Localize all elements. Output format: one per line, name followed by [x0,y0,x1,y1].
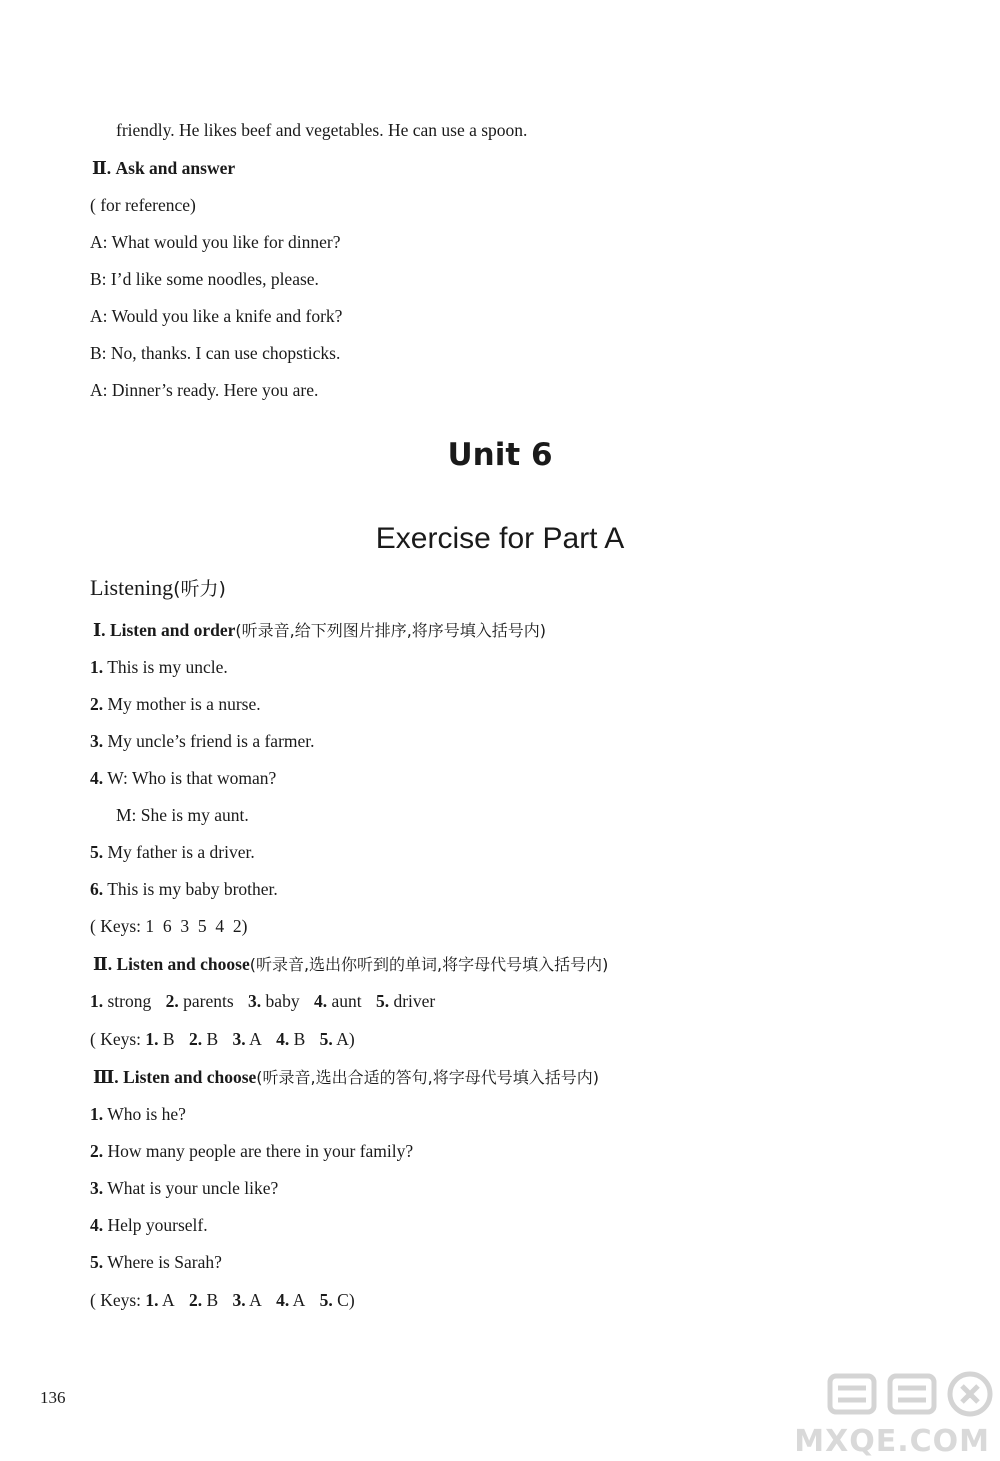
section-heading-listen-choose-words [93,952,608,977]
item-text: This is my uncle. [107,657,228,677]
watermark [700,1370,1000,1461]
key-answer: A [292,1290,306,1310]
section-number: Ⅱ. [93,954,113,974]
word: strong [107,991,152,1011]
key-number: 4. [276,1290,290,1310]
dialogue-line [90,230,340,254]
list-item [90,840,255,864]
item-text: My mother is a nurse. [107,694,261,714]
dialogue-line [90,267,319,291]
item-text: What is your uncle like? [107,1178,279,1198]
speaker: A: [90,380,108,400]
item-text: Help yourself. [107,1215,208,1235]
item-text: How many people are there in your family? [107,1141,414,1161]
key-number: 3. [232,1290,246,1310]
dialogue-line [90,378,318,402]
watermark-url: MXQE.COM [794,1424,990,1459]
item-number: 2. [90,694,104,714]
item-text: Where is Sarah? [107,1252,222,1272]
item-number: 4. [313,991,328,1011]
answer-keys: ( Keys: 1 6 3 5 4 2) [90,916,248,936]
key-number: 3. [232,1029,246,1049]
speaker: B: [90,343,107,363]
item-number: 2. [90,1141,104,1161]
dialogue-text: Would you like a knife and fork? [111,306,343,326]
word: aunt [331,991,362,1011]
item-number: 1. [90,1104,104,1124]
keys-prefix: ( Keys: [90,1290,142,1310]
list-item [90,877,278,901]
item-number: 3. [248,991,262,1011]
listening-label-zh: (听力) [173,578,226,600]
list-item [90,1139,413,1163]
item-text: M: She is my aunt. [116,805,249,825]
section-title: Ask and answer [115,158,236,178]
key-number: 1. [145,1290,159,1310]
listening-heading [90,572,226,605]
key-number: 5. [319,1290,333,1310]
list-item [90,1213,208,1237]
key-number: 2. [188,1290,203,1310]
answer-keys [90,1027,355,1051]
section-instruction: (听录音,给下列图片排序,将序号填入括号内) [235,621,547,640]
section-title: Listen and order [109,620,236,640]
speaker: A: [90,232,108,252]
speaker: B: [90,269,107,289]
key-answer: B [206,1029,219,1049]
dialogue-text: What would you like for dinner? [111,232,341,252]
item-number: 5. [375,991,390,1011]
item-text: My uncle’s friend is a farmer. [107,731,315,751]
section-title: Listen and choose [116,954,250,974]
item-number: 3. [90,1178,104,1198]
item-text: My father is a driver. [107,842,255,862]
item-number: 4. [90,768,104,788]
item-number: 4. [90,1215,104,1235]
section-heading-ask-answer [92,156,235,180]
section-title: Listen and choose [123,1067,257,1087]
item-number: 6. [90,879,104,899]
continuation-line: friendly. He likes beef and vegetables. He can use a spoon. [116,120,528,140]
section-instruction: (听录音,选出你听到的单词,将字母代号填入括号内) [249,955,609,974]
word: baby [265,991,300,1011]
key-answer: A [249,1029,262,1049]
item-number: 1. [90,991,104,1011]
dialogue-text: Dinner’s ready. Here you are. [111,380,319,400]
unit-title: Unit 6 [447,437,553,473]
key-number: 1. [145,1029,159,1049]
list-item [90,1250,222,1274]
key-number: 4. [276,1029,290,1049]
list-item [90,692,261,716]
key-answer: C) [337,1290,355,1310]
key-answer: B [206,1290,219,1310]
list-item [90,729,315,753]
item-text: W: Who is that woman? [107,768,277,788]
exercise-title: Exercise for Part A [375,522,625,555]
key-number: 5. [319,1029,333,1049]
section-instruction: (听录音,选出合适的答句,将字母代号填入括号内) [256,1068,599,1087]
item-number: 3. [90,731,104,751]
key-answer: B [162,1029,175,1049]
listening-label: Listening [90,575,174,600]
key-answer: A [161,1290,175,1310]
list-item [90,655,228,679]
list-item [116,803,249,827]
word-list [90,989,435,1013]
dialogue-text: No, thanks. I can use chopsticks. [110,343,341,363]
keys-prefix: ( Keys: [90,1029,142,1049]
section-heading-listen-order [93,618,546,643]
word: parents [183,991,234,1011]
section-number: Ⅱ. [92,158,112,178]
item-number: 5. [90,842,104,862]
page-number: 136 [40,1388,66,1407]
item-text: This is my baby brother. [107,879,278,899]
item-number: 5. [90,1252,104,1272]
section-number: Ⅲ. [93,1067,119,1087]
item-text: Who is he? [107,1104,186,1124]
reference-note: ( for reference) [90,195,196,215]
section-number: Ⅰ. [93,620,106,640]
dialogue-line [90,341,340,365]
key-number: 2. [188,1029,203,1049]
answer-keys [90,1288,355,1312]
item-number: 1. [90,657,104,677]
list-item [90,1176,278,1200]
section-heading-listen-choose-answers [93,1065,599,1090]
word: driver [393,991,436,1011]
item-number: 2. [165,991,179,1011]
list-item [90,1102,186,1126]
watermark-logo-icon [700,1370,1000,1420]
key-answer: A) [336,1029,355,1049]
speaker: A: [90,306,108,326]
dialogue-line [90,304,342,328]
list-item [90,766,276,790]
key-answer: B [293,1029,306,1049]
dialogue-text: I’d like some noodles, please. [110,269,319,289]
key-answer: A [249,1290,262,1310]
